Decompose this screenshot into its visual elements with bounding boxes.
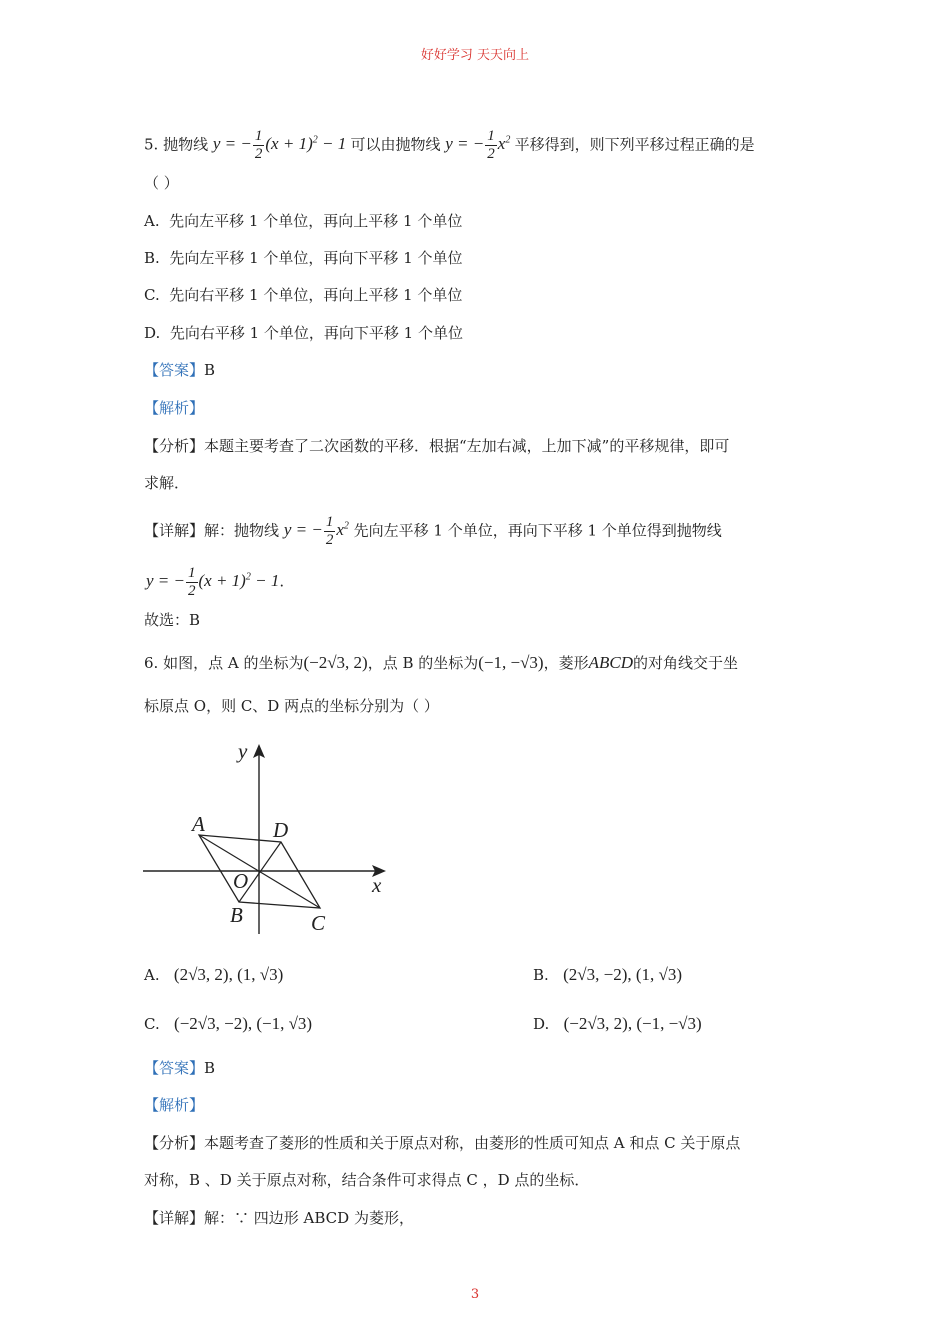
q6-fenxi: 【分析】本题考查了菱形的性质和关于原点对称，由菱形的性质可知点 A 和点 C 关于原点 xyxy=(144,1134,741,1152)
q5-formula1: y = − $\frac{1}{2}$ $(x + 1)^2 - 1$ xyxy=(212,128,347,162)
q5-suffix: 平移得到，则下列平移过程正确的是 xyxy=(514,135,755,154)
label-c: C xyxy=(311,911,326,935)
q5-option-a: A. 先向左平移 1 个单位，再向上平移 1 个单位 xyxy=(144,212,463,230)
label-o: O xyxy=(233,869,249,893)
q5-stem xyxy=(144,128,755,163)
rhombus-figure xyxy=(140,738,400,938)
q5-prefix: 抛物线 xyxy=(163,135,209,154)
q6-option-b: B. (2√3, −2), (1, √3) xyxy=(533,965,683,984)
q5-middle: 可以由抛物线 xyxy=(350,135,441,154)
q6-stem-line1: 6. 如图，点 A 的坐标为(−2√3, 2)，点 B 的坐标为(−1, −√3)，菱形ABCD的对角线交于坐 xyxy=(144,653,739,672)
q5-option-c: C. 先向右平移 1 个单位，再向上平移 1 个单位 xyxy=(144,286,463,304)
label-x: x xyxy=(372,873,382,897)
q5-detail: 【详解】解：抛物线 y = − $\frac{1}{2}$ $x^2$ 先向左平移 1 个单位，再向下平移 1 个单位得到抛物线 xyxy=(144,514,722,548)
q5-formula2: y = − $\frac{1}{2}$ $x^2$ xyxy=(445,128,511,162)
q6-analysis-tag: 【解析】 xyxy=(144,1096,205,1114)
q5-fenxi-line2: 求解． xyxy=(144,474,190,492)
q5-fenxi: 【分析】本题主要考查了二次函数的平移．根据“左加右减，上加下减”的平移规律，即可 xyxy=(144,437,730,455)
label-y: y xyxy=(238,739,248,763)
q5-paren: （ ） xyxy=(144,174,179,192)
q6-coord-b: (−1, −√3) xyxy=(478,653,544,672)
q6-rhombus: ABCD xyxy=(588,653,633,672)
q5-number: 5. xyxy=(144,135,159,154)
label-b: B xyxy=(230,903,243,927)
q6-option-d: D. (−2√3, 2), (−1, −√3) xyxy=(533,1014,702,1033)
q5-choose: 故选：B xyxy=(144,611,201,629)
q6-detail: 【详解】解：∵ 四边形 ABCD 为菱形， xyxy=(144,1209,414,1227)
q5-answer: 【答案】B xyxy=(144,361,216,379)
q5-option-d: D. 先向右平移 1 个单位，再向下平移 1 个单位 xyxy=(144,324,463,342)
q6-fenxi-line2: 对称，B 、D 关于原点对称，结合条件可求得点 C ，D 点的坐标． xyxy=(144,1171,590,1189)
label-d: D xyxy=(273,818,289,842)
q6-stem-line2: 标原点 O，则 C、D 两点的坐标分别为（ ） xyxy=(144,697,439,715)
q5-option-b: B. 先向左平移 1 个单位，再向下平移 1 个单位 xyxy=(144,249,463,267)
page-header: 好好学习 天天向上 xyxy=(420,48,530,63)
q5-analysis-tag: 【解析】 xyxy=(144,399,205,417)
label-a: A xyxy=(192,812,205,836)
q5-detail-formula: y = − $\frac{1}{2}$ $(x + 1)^2 - 1$. xyxy=(146,565,285,599)
q6-option-a: A. (2√3, 2), (1, √3) xyxy=(144,965,284,984)
q6-option-c: C. (−2√3, −2), (−1, √3) xyxy=(144,1014,313,1033)
q6-answer: 【答案】B xyxy=(144,1059,216,1077)
q6-coord-a: (−2√3, 2) xyxy=(303,653,368,672)
page-number: 3 xyxy=(470,1287,480,1302)
